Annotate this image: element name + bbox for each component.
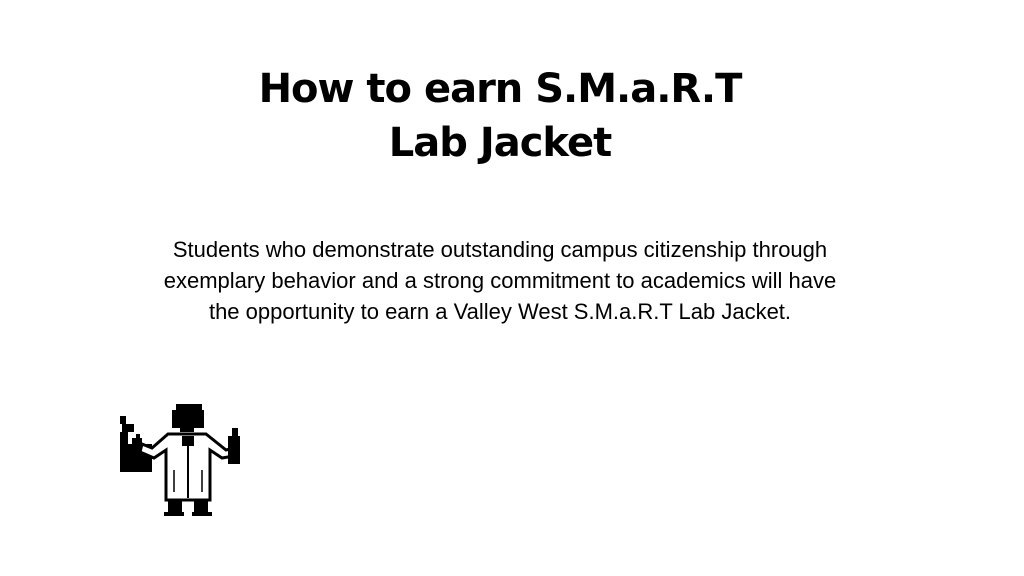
slide-title bbox=[0, 62, 1000, 170]
scientist-legs bbox=[164, 500, 212, 516]
title-line-2: Lab Jacket bbox=[388, 120, 612, 166]
slide-body-text: Students who demonstrate outstanding campus citizenship through exemplary behavior and a strong commitment to academics will have the opportunity to earn a Valley West S.M.a.R.T Lab Jacket. bbox=[163, 237, 837, 324]
title-line-1: How to earn S.M.a.R.T bbox=[258, 66, 742, 112]
scientist-icon bbox=[118, 400, 244, 516]
bottle-icon bbox=[228, 428, 240, 464]
lab-equipment-icon bbox=[120, 416, 152, 472]
lab-coat bbox=[140, 434, 234, 500]
scientist-head bbox=[172, 404, 204, 432]
